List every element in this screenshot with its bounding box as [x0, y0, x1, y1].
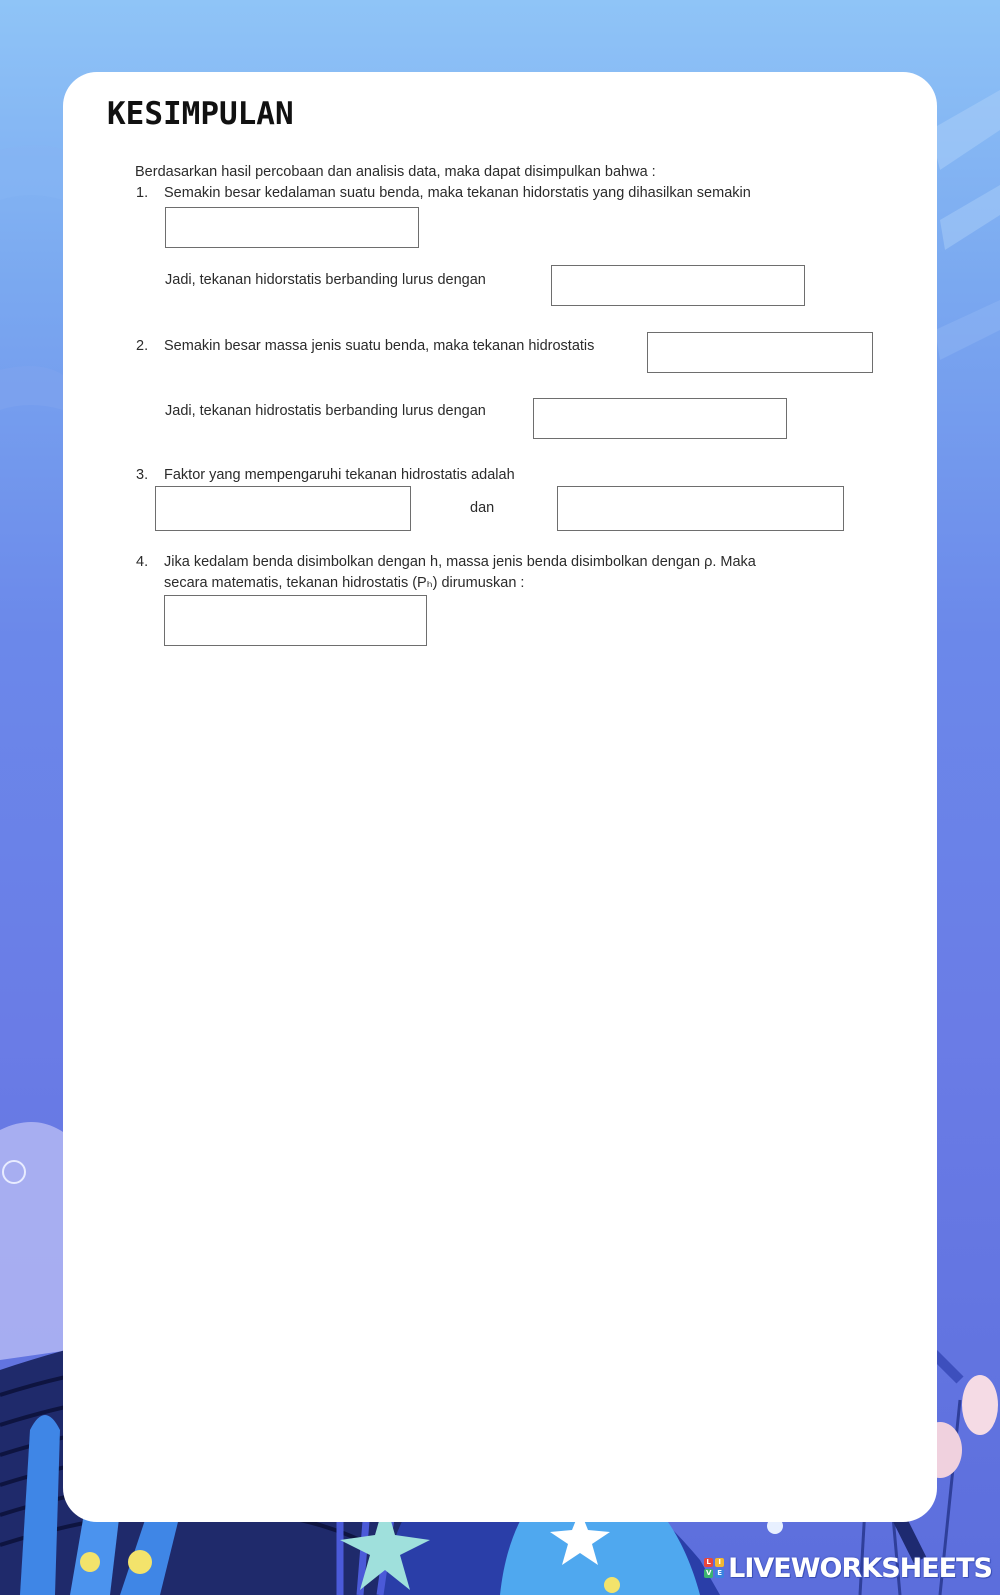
item-3-text: Faktor yang mempengaruhi tekanan hidrostatis adalah	[164, 467, 515, 483]
item-4-text-line2: secara matematis, tekanan hidrostatis (Pₕ) dirumuskan :	[164, 575, 525, 591]
item-3-number: 3.	[136, 467, 149, 483]
item-2-text: Semakin besar massa jenis suatu benda, maka tekanan hidrostatis	[164, 338, 595, 354]
item-4-number: 4.	[136, 554, 149, 570]
item-1-sub-text: Jadi, tekanan hidorstatis berbanding lurus dengan	[165, 272, 486, 288]
item-1-answer-1-input[interactable]	[165, 207, 419, 248]
item-1-text: Semakin besar kedalaman suatu benda, maka tekanan hidorstatis yang dihasilkan semakin	[164, 185, 751, 201]
liveworksheets-logo	[704, 1551, 992, 1585]
item-3-answer-1-input[interactable]	[155, 486, 411, 531]
item-3-answer-2-input[interactable]	[557, 486, 844, 531]
page-title: KESIMPULAN	[107, 96, 294, 132]
item-2-number: 2.	[136, 338, 149, 354]
liveworksheets-icon: L I V E	[704, 1558, 724, 1578]
item-4-text-line1: Jika kedalam benda disimbolkan dengan h, massa jenis benda disimbolkan dengan ρ. Maka	[164, 554, 756, 570]
brand-name: LIVEWORKSHEETS	[728, 1552, 992, 1584]
item-4-answer-1-input[interactable]	[164, 595, 427, 646]
item-2-sub-text: Jadi, tekanan hidrostatis berbanding lurus dengan	[165, 403, 486, 419]
worksheet-card	[63, 72, 937, 1522]
item-1-number: 1.	[136, 185, 149, 201]
item-2-answer-1-input[interactable]	[647, 332, 873, 373]
item-2-answer-2-input[interactable]	[533, 398, 787, 439]
item-1-answer-2-input[interactable]	[551, 265, 805, 306]
intro-text: Berdasarkan hasil percobaan dan analisis data, maka dapat disimpulkan bahwa :	[135, 164, 656, 180]
item-3-connector: dan	[470, 500, 495, 516]
